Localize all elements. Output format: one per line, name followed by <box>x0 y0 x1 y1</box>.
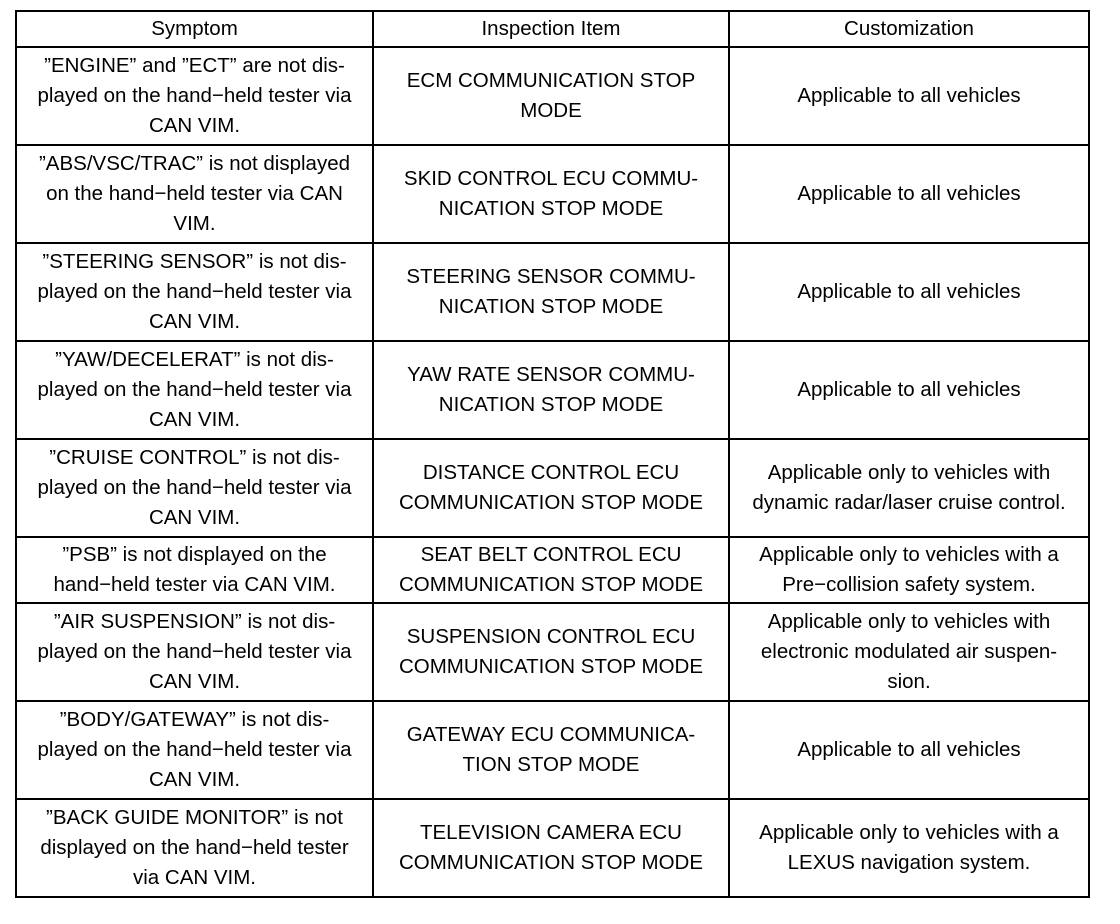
inspection-item-cell: GATEWAY ECU COMMUNICA- TION STOP MODE <box>373 701 729 799</box>
symptom-cell: ”ENGINE” and ”ECT” are not dis- played on the hand−held tester via CAN VIM. <box>16 47 373 145</box>
customization-cell: Applicable to all vehicles <box>729 341 1089 439</box>
symptom-cell: ”BODY/GATEWAY” is not dis- played on the hand−held tester via CAN VIM. <box>16 701 373 799</box>
inspection-item-cell: SEAT BELT CONTROL ECU COMMUNICATION STOP MODE <box>373 537 729 603</box>
symptom-cell: ”STEERING SENSOR” is not dis- played on the hand−held tester via CAN VIM. <box>16 243 373 341</box>
table-row <box>16 145 1089 243</box>
inspection-item-cell: ECM COMMUNICATION STOP MODE <box>373 47 729 145</box>
symptom-cell: ”ABS/VSC/TRAC” is not displayed on the hand−held tester via CAN VIM. <box>16 145 373 243</box>
customization-cell: Applicable to all vehicles <box>729 47 1089 145</box>
customization-cell: Applicable to all vehicles <box>729 243 1089 341</box>
table-row <box>16 701 1089 799</box>
inspection-item-cell: DISTANCE CONTROL ECU COMMUNICATION STOP MODE <box>373 439 729 537</box>
customization-cell: Applicable only to vehicles with electronic modulated air suspen- sion. <box>729 603 1089 701</box>
table-row <box>16 537 1089 603</box>
table-row <box>16 799 1089 897</box>
customization-cell: Applicable only to vehicles with a Pre−collision safety system. <box>729 537 1089 603</box>
symptom-cell: ”PSB” is not displayed on the hand−held tester via CAN VIM. <box>16 537 373 603</box>
customization-cell: Applicable to all vehicles <box>729 145 1089 243</box>
symptom-cell: ”YAW/DECELERAT” is not dis- played on the hand−held tester via CAN VIM. <box>16 341 373 439</box>
header-symptom: Symptom <box>16 11 373 47</box>
table-header-row <box>16 11 1089 47</box>
inspection-item-cell: STEERING SENSOR COMMU- NICATION STOP MODE <box>373 243 729 341</box>
symptom-cell: ”AIR SUSPENSION” is not dis- played on the hand−held tester via CAN VIM. <box>16 603 373 701</box>
header-customization: Customization <box>729 11 1089 47</box>
inspection-item-cell: TELEVISION CAMERA ECU COMMUNICATION STOP MODE <box>373 799 729 897</box>
symptom-cell: ”CRUISE CONTROL” is not dis- played on the hand−held tester via CAN VIM. <box>16 439 373 537</box>
inspection-table <box>15 10 1090 898</box>
table-row <box>16 341 1089 439</box>
customization-cell: Applicable to all vehicles <box>729 701 1089 799</box>
table-row <box>16 47 1089 145</box>
table-row <box>16 603 1089 701</box>
inspection-item-cell: YAW RATE SENSOR COMMU- NICATION STOP MODE <box>373 341 729 439</box>
customization-cell: Applicable only to vehicles with dynamic radar/laser cruise control. <box>729 439 1089 537</box>
header-inspection-item: Inspection Item <box>373 11 729 47</box>
table-row <box>16 243 1089 341</box>
table-row <box>16 439 1089 537</box>
customization-cell: Applicable only to vehicles with a LEXUS navigation system. <box>729 799 1089 897</box>
symptom-cell: ”BACK GUIDE MONITOR” is not displayed on the hand−held tester via CAN VIM. <box>16 799 373 897</box>
inspection-item-cell: SKID CONTROL ECU COMMU- NICATION STOP MODE <box>373 145 729 243</box>
inspection-item-cell: SUSPENSION CONTROL ECU COMMUNICATION STOP MODE <box>373 603 729 701</box>
